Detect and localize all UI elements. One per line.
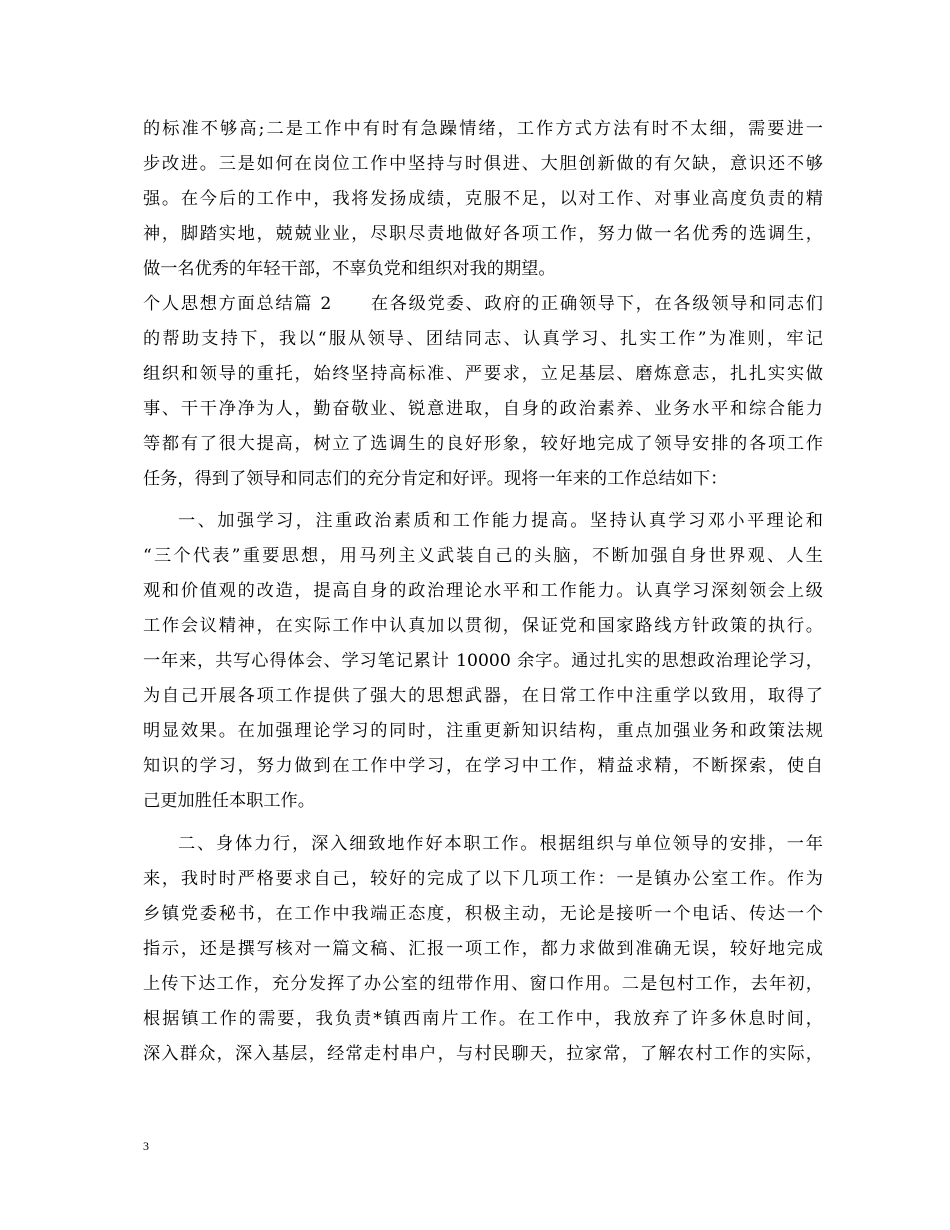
body-line: 根据镇工作的需要，我负责*镇西南片工作。在工作中，我放弃了许多休息时间， <box>143 1009 823 1029</box>
body-line: “三个代表”重要思想，用马列主义武装自己的头脑，不断加强自身世界观、人生 <box>143 546 823 566</box>
body-line: 一、加强学习，注重政治素质和工作能力提高。坚持认真学习邓小平理论和 <box>178 511 823 531</box>
body-line: 二、身体力行，深入细致地作好本职工作。根据组织与单位领导的安排，一年 <box>178 834 823 854</box>
body-line: 明显效果。在加强理论学习的同时，注重更新知识结构，重点加强业务和政策法规 <box>143 721 823 741</box>
body-line: 工作会议精神，在实际工作中认真加以贯彻，保证党和国家路线方针政策的执行。 <box>143 616 823 636</box>
section-heading-line: 个人思想方面总结篇 2 在各级党委、政府的正确领导下，在各级领导和同志们 <box>143 294 823 314</box>
body-line: 等都有了很大提高，树立了选调生的良好形象，较好地完成了领导安排的各项工作 <box>143 434 823 454</box>
body-line: 的标准不够高;二是工作中有时有急躁情绪，工作方式方法有时不太细，需要进一 <box>143 119 823 139</box>
body-line: 一年来，共写心得体会、学习笔记累计 10000 余字。通过扎实的思想政治理论学习， <box>143 651 823 671</box>
body-line: 乡镇党委秘书，在工作中我端正态度，积极主动，无论是接听一个电话、传达一个 <box>143 904 823 924</box>
body-line: 深入群众，深入基层，经常走村串户，与村民聊天，拉家常，了解农村工作的实际， <box>143 1044 823 1064</box>
body-line: 步改进。三是如何在岗位工作中坚持与时俱进、大胆创新做的有欠缺，意识还不够 <box>143 154 823 174</box>
body-line: 己更加胜任本职工作。 <box>143 791 315 811</box>
body-line: 做一名优秀的年轻干部，不辜负党和组织对我的期望。 <box>143 259 556 279</box>
body-line: 观和价值观的改造，提高自身的政治理论水平和工作能力。认真学习深刻领会上级 <box>143 581 823 601</box>
body-line: 任务，得到了领导和同志们的充分肯定和好评。现将一年来的工作总结如下： <box>143 469 728 489</box>
body-line: 上传下达工作，充分发挥了办公室的纽带作用、窗口作用。二是包村工作，去年初， <box>143 974 823 994</box>
body-line: 神，脚踏实地，兢兢业业，尽职尽责地做好各项工作，努力做一名优秀的选调生， <box>143 224 823 244</box>
body-line: 强。在今后的工作中，我将发扬成绩，克服不足，以对工作、对事业高度负责的精 <box>143 189 823 209</box>
body-line: 为自己开展各项工作提供了强大的思想武器，在日常工作中注重学以致用，取得了 <box>143 686 823 706</box>
body-line: 知识的学习，努力做到在工作中学习，在学习中工作，精益求精，不断探索，使自 <box>143 756 823 776</box>
body-line: 指示，还是撰写核对一篇文稿、汇报一项工作，都力求做到准确无误，较好地完成 <box>143 939 823 959</box>
page-number: 3 <box>143 1139 149 1153</box>
body-line: 事、干干净净为人，勤奋敬业、锐意进取，自身的政治素养、业务水平和综合能力 <box>143 399 823 419</box>
body-line: 组织和领导的重托，始终坚持高标准、严要求，立足基层、磨炼意志，扎扎实实做 <box>143 364 823 384</box>
body-line: 来，我时时严格要求自己，较好的完成了以下几项工作：一是镇办公室工作。作为 <box>143 869 823 889</box>
body-line: 的帮助支持下，我以“服从领导、团结同志、认真学习、扎实工作”为准则，牢记 <box>143 329 823 349</box>
